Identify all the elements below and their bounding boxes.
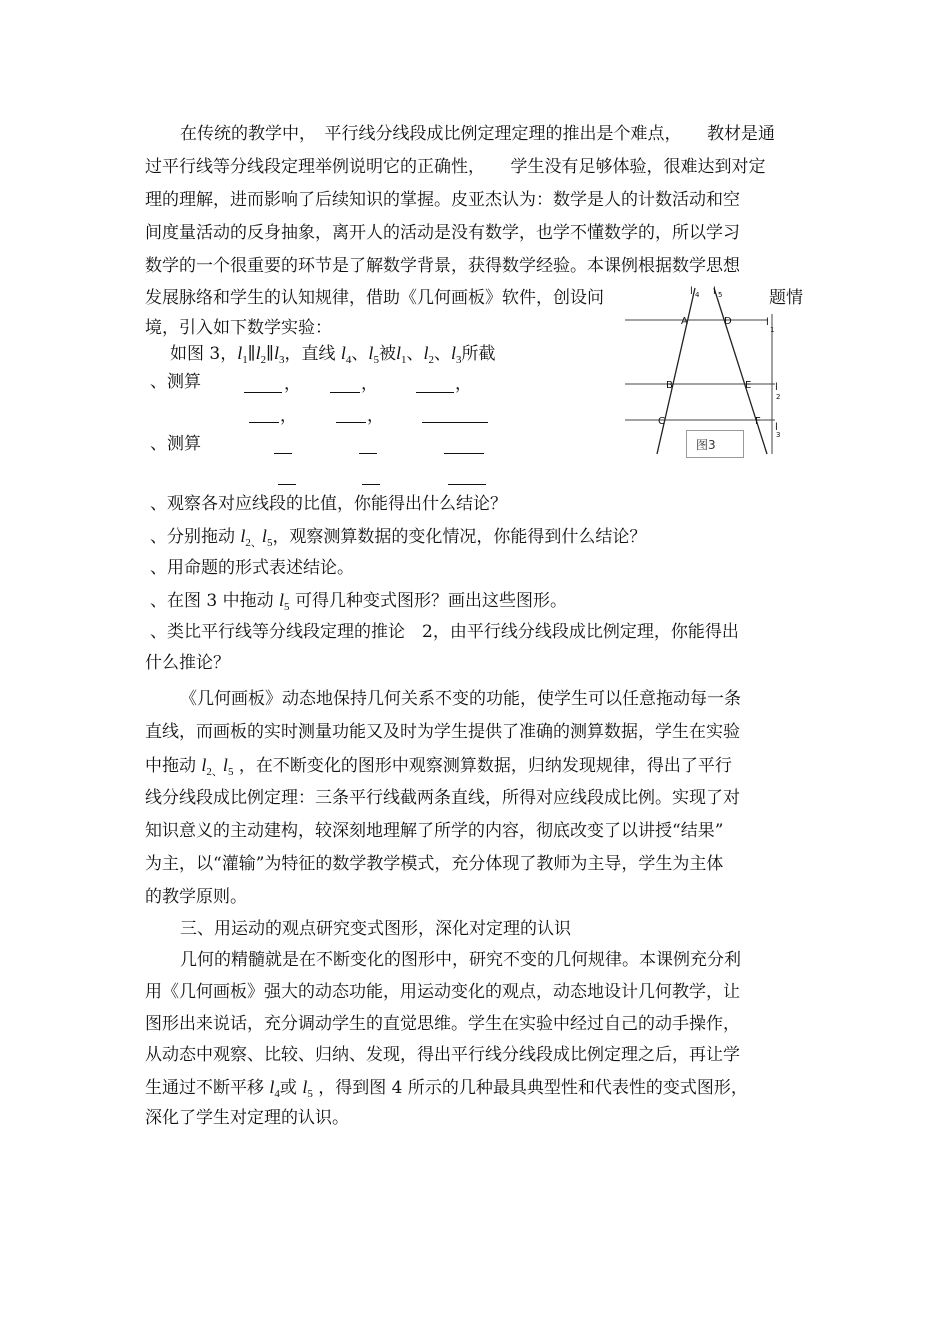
question-4: 、分别拖动 $l_{2、}l_5$，观察测算数据的变化情况，你能得到什么结论？ <box>150 526 647 549</box>
label-l1-sub: 1 <box>770 326 775 334</box>
p3-line-3: 图形出来说话，充分调动学生的直觉思维。学生在实验中经过自己的动手操作， <box>145 1014 740 1034</box>
question-6: 、在图 3 中拖动 $l_5$ 可得几种变式图形？画出这些图形。 <box>150 590 567 613</box>
p3-line-1: 几何的精髓就是在不断变化的图形中，研究不变的几何规律。本课例充分利 <box>180 950 741 970</box>
p1-line-7: 境，引入如下数学实验： <box>145 318 332 338</box>
comma-2: ， <box>361 374 378 394</box>
label-l3: l <box>775 422 778 433</box>
p1-line-2: 过平行线等分线段定理举例说明它的正确性， 学生没有足够体验，很难达到对定 <box>145 157 766 177</box>
question-7-cont: 什么推论？ <box>145 653 230 673</box>
fraction-bar-5[interactable] <box>362 484 380 485</box>
label-l4-sub: 4 <box>695 291 700 299</box>
label-l5: l <box>713 286 716 297</box>
point-D: D <box>724 316 732 327</box>
blank-ratio-4[interactable] <box>249 422 279 423</box>
point-B: B <box>666 380 673 391</box>
p2-line-1: 《几何画板》动态地保持几何关系不变的功能，使学生可以任意拖动每一条 <box>180 689 741 709</box>
p1-line-4: 间度量活动的反身抽象，离开人的活动是没有数学，也学不懂数学的，所以学习 <box>145 223 740 243</box>
question-3: 、观察各对应线段的比值，你能得出什么结论？ <box>150 494 507 514</box>
blank-ratio-6[interactable] <box>422 422 488 423</box>
fraction-bar-6[interactable] <box>448 484 486 485</box>
question-7: 、类比平行线等分线段定理的推论 2，由平行线分线段成比例定理，你能得出 <box>150 622 739 642</box>
blank-ratio-2[interactable] <box>330 392 360 393</box>
p2-line-7: 的教学原则。 <box>145 887 247 907</box>
label-l2: l <box>775 382 778 393</box>
label-l1: l <box>766 317 769 328</box>
p3-line-4: 从动态中观察、比较、归纳、发现，得出平行线分线段成比例定理之后，再让学 <box>145 1045 740 1065</box>
question-5: 、用命题的形式表述结论。 <box>150 558 354 578</box>
p3-line-2: 用《几何画板》强大的动态功能，用运动变化的观点，动态地设计几何教学，让 <box>145 982 740 1002</box>
point-C: C <box>658 416 665 427</box>
comma-5: ， <box>367 406 384 426</box>
p1-line-6-tail: 题情 <box>769 288 803 308</box>
section-3-heading: 三、用运动的观点研究变式图形，深化对定理的认识 <box>180 919 571 939</box>
label-l3-sub: 3 <box>776 431 781 439</box>
figure-3-caption: 图3 <box>696 438 716 452</box>
point-F: F <box>755 416 761 427</box>
blank-ratio-5[interactable] <box>336 422 366 423</box>
comma-4: ， <box>280 406 297 426</box>
p1-line-5: 数学的一个很重要的环节是了解数学背景，获得数学经验。本课例根据数学思想 <box>145 256 740 276</box>
label-l4: l <box>690 286 693 297</box>
p2-line-2: 直线，而画板的实时测量功能又及时为学生提供了准确的测算数据，学生在实验 <box>145 722 740 742</box>
p1-line-3: 理的理解，进而影响了后续知识的掌握。皮亚杰认为：数学是人的计数活动和空 <box>145 190 740 210</box>
fraction-bar-2[interactable] <box>359 453 377 454</box>
p2-line-4: 线分线段成比例定理：三条平行线截两条直线，所得对应线段成比例。实现了对 <box>145 788 740 808</box>
point-E: E <box>745 380 752 391</box>
point-A: A <box>681 316 688 327</box>
blank-ratio-1[interactable] <box>244 392 282 393</box>
label-l5-sub: 5 <box>718 291 723 299</box>
p3-line-5: 生通过不断平移 $l_4$或 $l_5$ ，得到图 4 所示的几种最具典型性和代表性的变式图形， <box>145 1077 748 1100</box>
measure-label-1: 、测算 <box>150 372 201 392</box>
comma-3: ， <box>455 374 472 394</box>
p1-line-1: 在传统的教学中， 平行线分线段成比例定理定理的推出是个难点， 教材是通 <box>180 124 775 144</box>
fraction-bar-4[interactable] <box>278 484 296 485</box>
p1-line-6: 发展脉络和学生的认知规律，借助《几何画板》软件，创设问 <box>145 288 604 308</box>
measure-label-2: 、测算 <box>150 434 201 454</box>
label-l2-sub: 2 <box>776 393 781 401</box>
p3-line-6: 深化了学生对定理的认识。 <box>145 1108 349 1128</box>
blank-ratio-3[interactable] <box>416 392 454 393</box>
comma-1: ， <box>284 374 301 394</box>
p2-line-5: 知识意义的主动建构，较深刻地理解了所学的内容，彻底改变了以讲授“结果” <box>145 821 724 841</box>
experiment-intro: 如图 3，$l_1\parallel l_2\parallel l_3$，直线 $l_4$、$l_5$被$l_1$、$l_2$、$l_3$所截 <box>170 343 496 366</box>
p2-line-6: 为主，以“灌输”为特征的数学教学模式，充分体现了教师为主导，学生为主体 <box>145 854 724 874</box>
fraction-bar-3[interactable] <box>444 453 484 454</box>
p2-line-3: 中拖动 $l_{2、}l_5$ ，在不断变化的图形中观察测算数据，归纳发现规律，得出了平行 <box>145 755 732 778</box>
fraction-bar-1[interactable] <box>274 453 292 454</box>
